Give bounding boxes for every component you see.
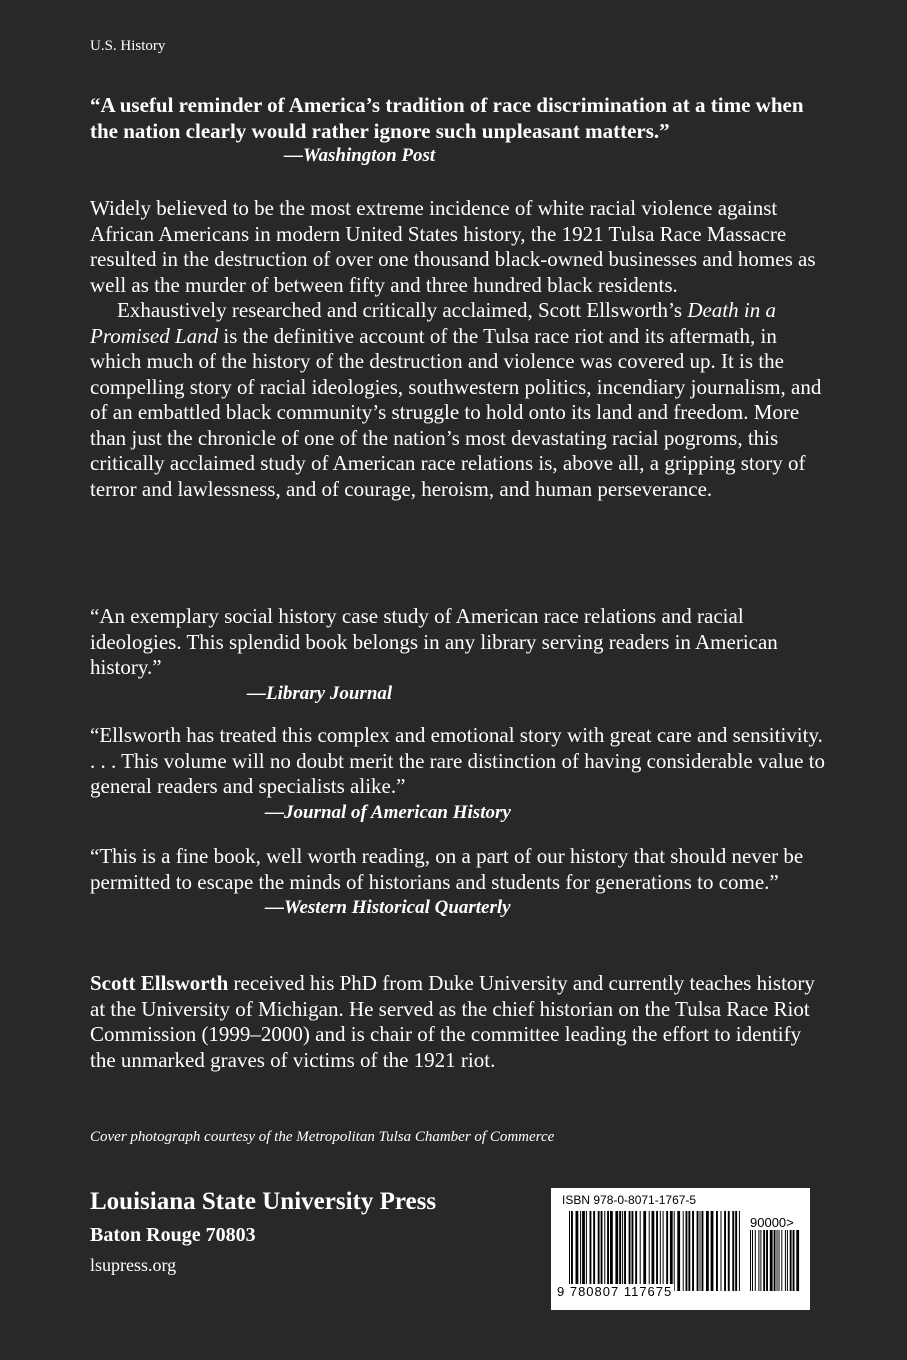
- review-quote: [90, 723, 830, 825]
- author-bio: Scott Ellsworth received his PhD from Duke University and currently teaches history at the University of Michigan. He served as the chief historian on the Tulsa Race Riot Commission (1999–2000) and is chair of the committee leading the effort to identify the unmarked graves of victims of the 1921 riot.: [90, 971, 815, 1072]
- barcode-bar: [649, 1211, 650, 1291]
- barcode-bar: [686, 1211, 688, 1291]
- barcode-bar: [635, 1211, 637, 1291]
- barcode-bar: [666, 1211, 668, 1291]
- barcode-bar: [590, 1211, 592, 1291]
- barcode-bar: [692, 1211, 694, 1291]
- barcode-bar: [796, 1230, 799, 1291]
- review-attribution: —Journal of American History: [265, 801, 511, 823]
- barcode-bar: [790, 1230, 792, 1291]
- barcode-bar: [656, 1211, 658, 1291]
- barcode-bar: [711, 1211, 714, 1291]
- description-paragraph-2: Exhaustively researched and critically acclaimed, Scott Ellsworth’s Death in a Promised Land is the definitive account of the Tulsa race riot and its aftermath, in which much of the history of the destruction and violence was covered up. It is the compelling story of racial ideologies, southwestern politics, incendiary journalism, and of an embattled black community’s struggle to hold onto its land and freedom. More than just the chronicle of one of the nation’s most devastating racial pogroms, this critically acclaimed study of American race relations is, above all, a gripping story of terror and lawlessness, and of courage, heroism, and human perseverance.: [90, 298, 822, 501]
- barcode-bar: [624, 1211, 626, 1291]
- barcode-bar: [615, 1211, 618, 1291]
- barcode-bar: [571, 1211, 573, 1291]
- barcode-bar: [660, 1211, 661, 1291]
- barcode-bar: [766, 1230, 768, 1291]
- barcode-bar: [610, 1211, 613, 1291]
- barcode-bar: [688, 1211, 690, 1291]
- book-title: Death in a Promised Land: [90, 298, 776, 348]
- barcode-bar: [770, 1230, 773, 1291]
- barcode-bar: [593, 1211, 595, 1291]
- barcode-bar: [721, 1211, 722, 1291]
- barcode-bar: [760, 1230, 761, 1291]
- barcode-bar: [604, 1211, 605, 1291]
- barcode-bar: [774, 1230, 776, 1291]
- description-paragraph-1: Widely believed to be the most extreme incidence of white racial violence against African Americans in modern United States history, the 1921 Tulsa Race Massacre resulted in the destruction of over one thousand black-owned businesses and homes as well as the murder of between fifty and three hundred black residents.: [90, 196, 816, 297]
- barcode-bar: [643, 1211, 646, 1291]
- barcode-bar: [785, 1230, 786, 1291]
- barcode-bar: [706, 1211, 709, 1291]
- barcode-bar: [793, 1230, 795, 1291]
- barcode-bar: [601, 1211, 603, 1291]
- barcode-bar: [732, 1211, 734, 1291]
- barcode-digits: 9 780807 117675: [557, 1284, 673, 1299]
- barcode-bar: [677, 1211, 680, 1291]
- lead-quote-attribution: —Washington Post: [284, 145, 436, 166]
- isbn-label: ISBN 978-0-8071-1767-5: [562, 1193, 697, 1207]
- category-label: U.S. History: [90, 38, 166, 54]
- barcode-bar: [739, 1211, 740, 1291]
- barcode-bar: [728, 1211, 730, 1291]
- barcode-bar: [735, 1211, 737, 1291]
- barcode-bar: [580, 1211, 581, 1291]
- review-text: “This is a fine book, well worth reading, on a part of our history that should never be permitted to escape the minds of historians and students for generations to come.”: [90, 844, 804, 894]
- barcode-bar: [607, 1211, 609, 1291]
- barcode-bar: [598, 1211, 600, 1291]
- isbn-barcode: [551, 1188, 810, 1310]
- barcode-bar: [758, 1230, 759, 1291]
- barcode-bar: [576, 1211, 579, 1291]
- barcode-bar: [582, 1211, 585, 1291]
- barcode-bar: [763, 1230, 765, 1291]
- barcode-bar: [652, 1211, 655, 1291]
- barcode-bar: [777, 1230, 778, 1291]
- review-attribution: —Western Historical Quarterly: [265, 897, 511, 918]
- review-text: “Ellsworth has treated this complex and emotional story with great care and sensitivity. . . . This volume will no doubt merit the rare distinction of having considerable value to general readers and specialists alike.”: [90, 723, 826, 798]
- lead-quote: “A useful reminder of America’s tradition of race discrimination at a time when the nation clearly would rather ignore such unpleasant matters.”: [90, 93, 804, 143]
- addon-barcode-bars: [750, 1230, 800, 1291]
- barcode-bar: [670, 1211, 673, 1291]
- review-quote: [90, 604, 830, 706]
- photo-credit: Cover photograph courtesy of the Metropolitan Tulsa Chamber of Commerce: [90, 1129, 555, 1145]
- barcode-bar: [752, 1230, 753, 1291]
- barcode-bar: [640, 1211, 641, 1291]
- barcode-bar: [787, 1230, 788, 1291]
- publisher-url[interactable]: lsupress.org: [90, 1255, 177, 1275]
- barcode-bar: [700, 1211, 701, 1291]
- review-text: “An exemplary social history case study of American race relations and racial ideologies. This splendid book belongs in any library serving readers in American history.”: [90, 604, 778, 679]
- review-quote: [90, 844, 830, 921]
- book-description: [90, 196, 830, 502]
- barcode-bar: [724, 1211, 726, 1291]
- barcode-bar: [716, 1211, 718, 1291]
- ean-barcode-bars: [569, 1211, 741, 1291]
- barcode-bar: [586, 1211, 587, 1291]
- barcode-bar: [750, 1230, 751, 1291]
- publisher-city: Baton Rouge 70803: [90, 1224, 256, 1246]
- barcode-bar: [683, 1211, 684, 1291]
- barcode-bar: [781, 1230, 782, 1291]
- barcode-bar: [663, 1211, 664, 1291]
- review-attribution: —Library Journal: [247, 682, 393, 704]
- barcode-bar: [629, 1211, 631, 1291]
- barcode-bar: [697, 1211, 699, 1291]
- author-name: Scott Ellsworth: [90, 971, 229, 995]
- barcode-bar: [622, 1211, 623, 1291]
- barcode-bar: [755, 1230, 756, 1291]
- barcode-bar: [569, 1211, 570, 1291]
- barcode-bar: [619, 1211, 621, 1291]
- publisher-name: Louisiana State University Press: [90, 1188, 437, 1215]
- barcode-bar: [674, 1211, 675, 1291]
- price-addon-code: 90000>: [750, 1215, 794, 1230]
- barcode-bar: [702, 1211, 704, 1291]
- barcode-bar: [779, 1230, 780, 1291]
- barcode-bar: [632, 1211, 634, 1291]
